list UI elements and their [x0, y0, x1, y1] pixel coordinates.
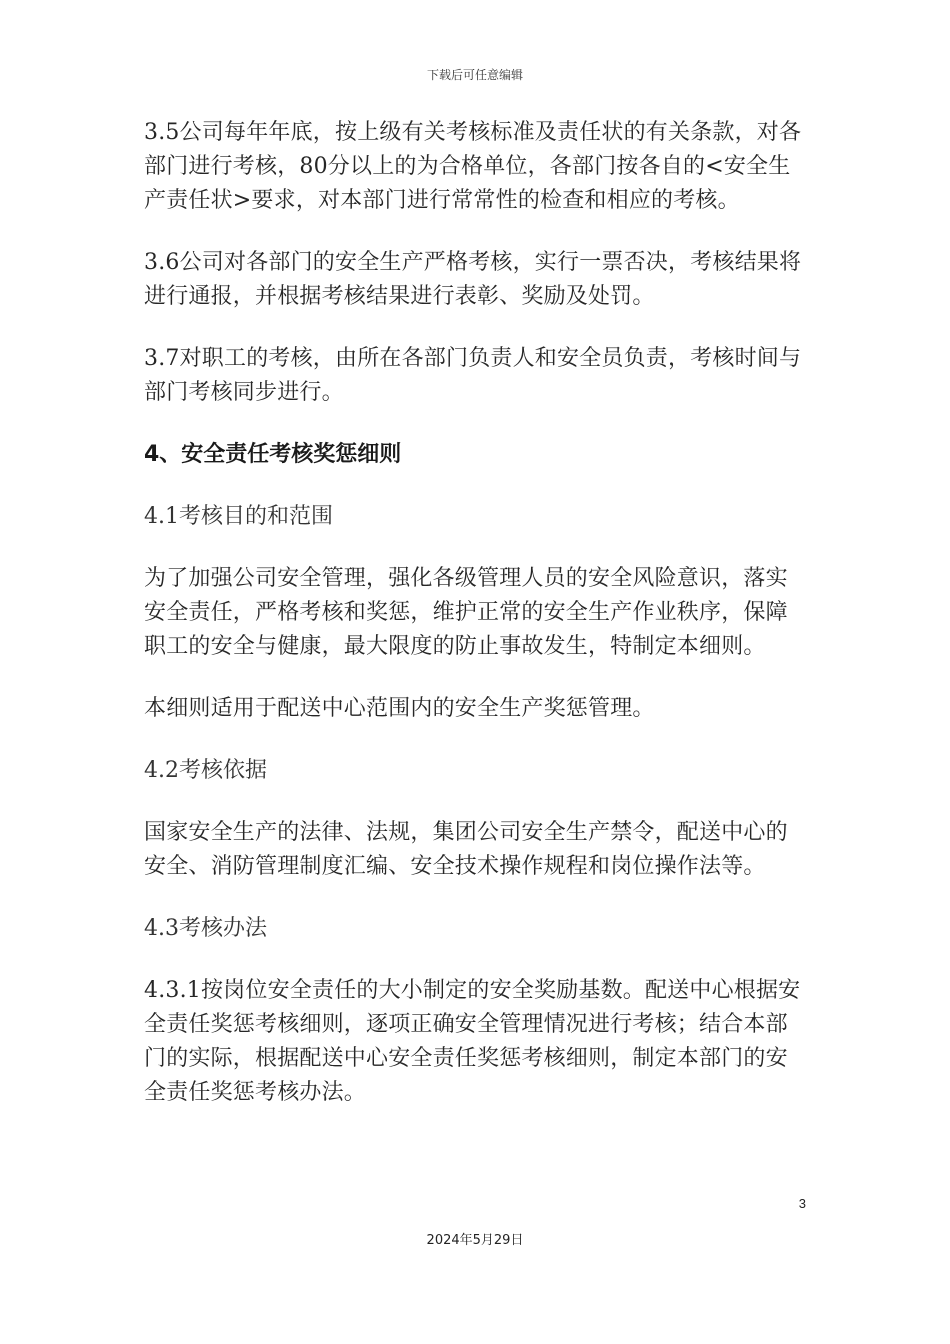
- subheading-4-3: 4.3考核办法: [144, 916, 267, 941]
- footer-date: 2024年5月29日: [426, 1233, 524, 1248]
- page-number: 3: [798, 1196, 806, 1211]
- paragraph-4-3-1: 4.3.1按岗位安全责任的大小制定的安全奖励基数。配送中心根据安全责任奖惩考核细则，逐项正确安全管理情况进行考核；结合本部门的实际，根据配送中心安全责任奖惩考核细则，制定本部门的安全责任奖惩考核办法。: [144, 978, 801, 1105]
- section-heading-4: 4、安全责任考核奖惩细则: [144, 442, 402, 467]
- subheading-4-2: 4.2考核依据: [144, 758, 267, 783]
- page-header-caption: 下载后可任意编辑: [426, 68, 523, 82]
- document-body: [144, 116, 809, 1138]
- subheading-4-1: 4.1考核目的和范围: [144, 504, 333, 529]
- paragraph-4-1-scope: 本细则适用于配送中心范围内的安全生产奖惩管理。: [144, 696, 655, 721]
- paragraph-3-7: 3.7对职工的考核，由所在各部门负责人和安全员负责，考核时间与部门考核同步进行。: [144, 346, 802, 405]
- paragraph-4-1-purpose: 为了加强公司安全管理，强化各级管理人员的安全风险意识，落实安全责任，严格考核和奖惩，维护正常的安全生产作业秩序，保障职工的安全与健康，最大限度的防止事故发生，特制定本细则。: [144, 566, 788, 659]
- paragraph-3-5: 3.5公司每年年底，按上级有关考核标准及责任状的有关条款，对各部门进行考核，80分以上的为合格单位，各部门按各自的<安全生产责任状>要求，对本部门进行常常性的检查和相应的考核。: [144, 120, 802, 213]
- paragraph-4-2: 国家安全生产的法律、法规，集团公司安全生产禁令，配送中心的安全、消防管理制度汇编、安全技术操作规程和岗位操作法等。: [144, 820, 788, 879]
- paragraph-3-6: 3.6公司对各部门的安全生产严格考核，实行一票否决，考核结果将进行通报，并根据考核结果进行表彰、奖励及处罚。: [144, 250, 802, 309]
